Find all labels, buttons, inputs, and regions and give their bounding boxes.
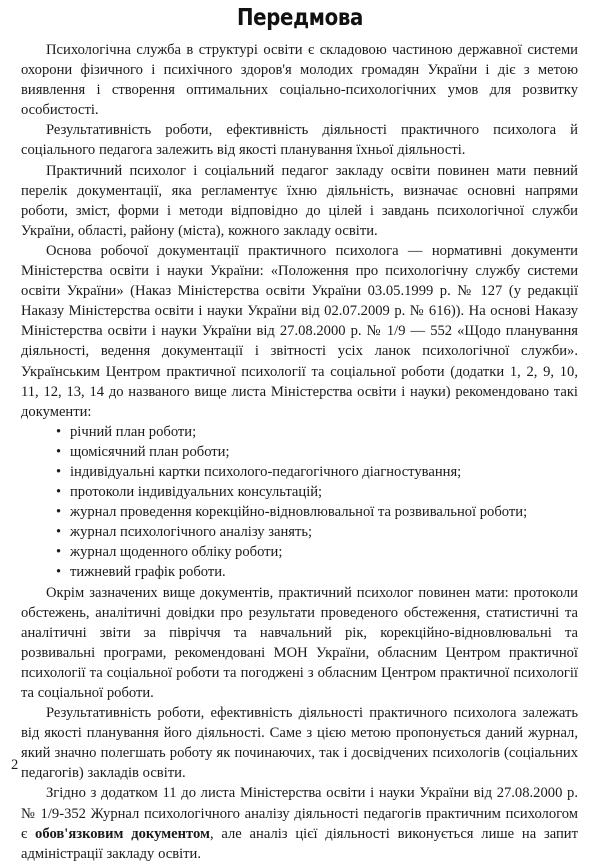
- list-item-label: індивідуальні картки психолого-педагогічного діагностування;: [70, 463, 462, 480]
- required-documents-list: [21, 422, 578, 583]
- document-body: [21, 40, 578, 864]
- list-item-label: протоколи індивідуальних консультацій;: [70, 484, 323, 501]
- page-title: Передмова: [236, 5, 364, 31]
- list-item: [21, 442, 578, 462]
- list-item: [21, 482, 578, 502]
- page-number: 2: [11, 757, 19, 773]
- list-item-label: щомісячний план роботи;: [70, 443, 230, 460]
- list-item-label: журнал проведення корекційно-відновлювальної та розвивальної роботи;: [70, 504, 528, 521]
- paragraph-7-lead: Згідно з додатком 11 до листа Міністерства освіти і науки України від 27.08.2000 р. № 1/9-352 Журнал психологічного аналізу діяльності педагогів практичним психологом є: [21, 785, 578, 842]
- list-item-label: журнал психологічного аналізу занять;: [70, 524, 313, 541]
- bullet-icon: •: [56, 524, 62, 541]
- paragraph-7: [21, 783, 578, 863]
- paragraph-2: Результативність роботи, ефективність діяльності практичного психолога й соціального педагога залежить від якості планування їхньої діяльності.: [21, 122, 578, 159]
- list-item: [21, 462, 578, 482]
- paragraph-5: Окрім зазначених вище документів, практичний психолог повинен мати: протоколи обстежень, аналітичні довідки про результати проведеного обстеження, статистичні та аналітичні звіти за півріччя та навчальний рік, корекційно-відновлювальні та розвивальні програми, рекомендовані МОН України, обласним Центром практичної психології та соціальної роботи та погоджені з обласним Центром практичної психології та соціальної роботи.: [21, 584, 578, 701]
- bullet-icon: •: [56, 484, 62, 501]
- bullet-icon: •: [56, 564, 62, 581]
- list-item-label: тижневий графік роботи.: [70, 564, 226, 581]
- paragraph-6: Результативність роботи, ефективність діяльності практичного психолога залежать від якості планування його діяльності. Саме з цією метою пропонується даний журнал, який значно полегшать роботу як починаючих, так і досвідчених психологів (соціальних педагогів) закладів освіти.: [21, 705, 578, 782]
- paragraph-1: Психологічна служба в структурі освіти є складовою частиною державної системи охорони фізичного і психічного здоров'я молодих громадян України і діє з метою виявлення і створення оптимальних соціально-психологічних умов для розвитку особистості.: [21, 42, 578, 119]
- bullet-icon: •: [56, 544, 62, 561]
- bullet-icon: •: [56, 443, 62, 460]
- paragraph-7-emphasis: обов'язковим документом: [35, 825, 210, 842]
- bullet-icon: •: [56, 504, 62, 521]
- list-item: [21, 542, 578, 562]
- list-item-label: річний план роботи;: [70, 423, 197, 440]
- bullet-icon: •: [56, 463, 62, 480]
- bullet-icon: •: [56, 423, 62, 440]
- list-item: [21, 422, 578, 442]
- paragraph-7-tail: , але аналіз цієї діяльності виконується лише на запит адміністрації закладу освіти.: [21, 825, 578, 862]
- list-item: [21, 562, 578, 582]
- list-item: [21, 522, 578, 542]
- list-item-label: журнал щоденного обліку роботи;: [70, 544, 283, 561]
- paragraph-3: Практичний психолог і соціальний педагог закладу освіти повинен мати певний перелік документації, яка регламентує їхню діяльність, визначає основні напрями роботи, зміст, форми і методи відповідно до цілей і завдань психологічної служби України, області, району (міста), кожного закладу освіти.: [21, 162, 578, 239]
- list-item: [21, 502, 578, 522]
- paragraph-4: Основа робочої документації практичного психолога — нормативні документи Міністерства освіти і науки України: «Положення про психологічну службу системи освіти України» (Наказ Міністерства освіти України 03.05.1999 р. № 127 (у редакції Наказу Міністерства освіти і науки України від 02.07.2009 р. № 616)). На основі Наказу Міністерства освіти і науки України від 27.08.2000 р. № 1/9 — 552 «Щодо планування діяльності, ведення документації і звітності усіх ланок психологічної служби». Українським Центром практичної психології та соціальної роботи (додатки 1, 2, 9, 10, 11, 12, 13, 14 до названого вище листа Міністерства освіти і науки) рекомендовано такі документи:: [21, 242, 578, 420]
